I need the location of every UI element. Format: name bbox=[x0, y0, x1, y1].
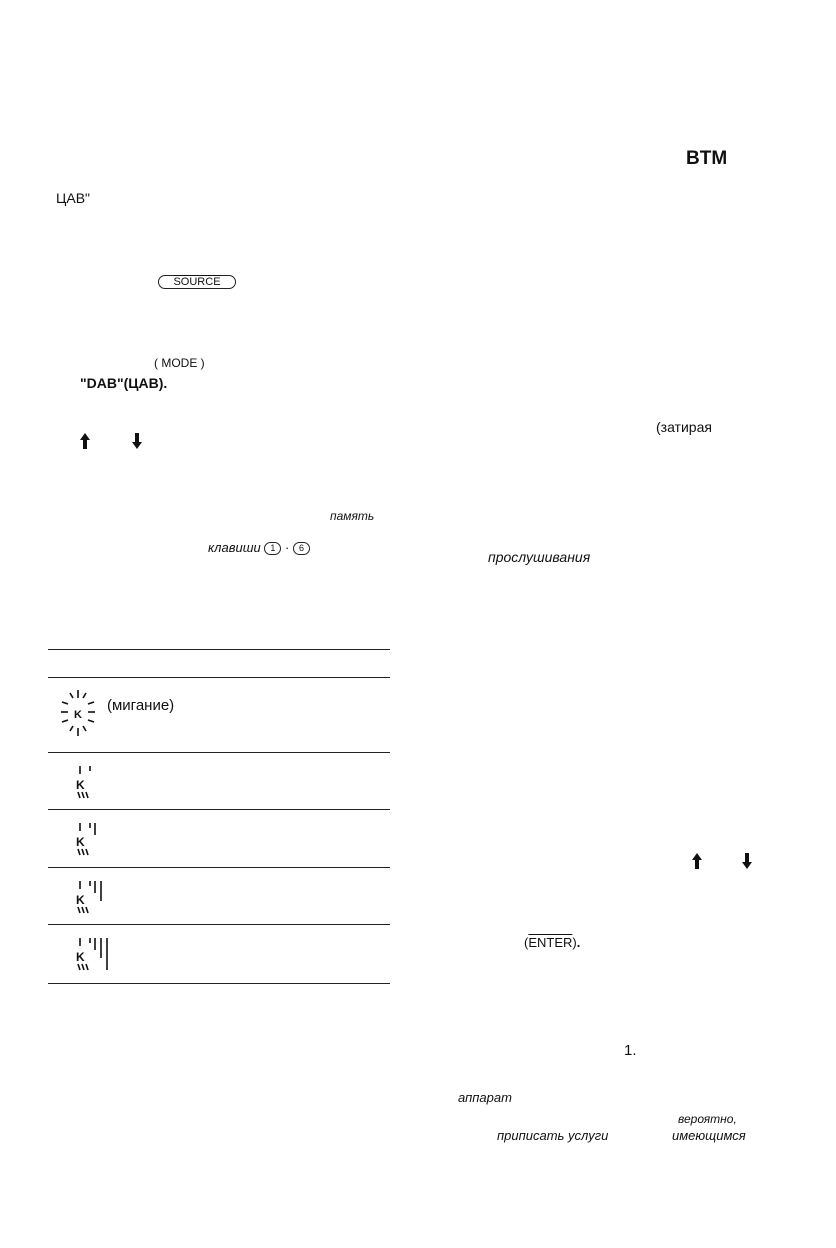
btm-label: BTM bbox=[686, 148, 728, 169]
table-rule bbox=[48, 752, 390, 753]
signal-2-bar-icon bbox=[74, 821, 124, 857]
table-row bbox=[74, 821, 124, 857]
step-number-1: 1. bbox=[624, 1042, 637, 1059]
klavishi-label: клавиши bbox=[208, 540, 261, 555]
zatiraya-text: (затирая bbox=[656, 419, 712, 435]
table-rule bbox=[48, 809, 390, 810]
pamyat-text: память bbox=[330, 509, 375, 523]
table-rule bbox=[48, 924, 390, 925]
veroyatno-text: вероятно, bbox=[678, 1112, 737, 1126]
preset-key-1: 1 bbox=[264, 542, 281, 555]
table-rule-bottom bbox=[48, 983, 390, 984]
tsav-quote-text: ЦАВ" bbox=[56, 190, 91, 206]
dab-label: "DAB"(ЦАВ). bbox=[80, 375, 168, 391]
svg-text:K: K bbox=[76, 893, 85, 907]
svg-text:K: K bbox=[74, 709, 82, 721]
up-arrow-icon bbox=[80, 433, 90, 449]
signal-1-bar-icon bbox=[74, 764, 124, 800]
down-arrow-icon bbox=[132, 433, 142, 449]
enter-suffix: . bbox=[576, 935, 581, 950]
up-arrow-icon bbox=[692, 853, 702, 869]
mode-key-label: MODE bbox=[161, 356, 198, 370]
blinking-label: (мигание) bbox=[107, 697, 175, 714]
table-row bbox=[58, 688, 98, 738]
enter-key: (ENTER). bbox=[524, 935, 581, 950]
table-row bbox=[74, 936, 124, 974]
antenna-blinking-icon bbox=[58, 688, 98, 738]
table-row bbox=[74, 764, 124, 800]
down-arrow-icon bbox=[742, 853, 752, 869]
table-rule-header bbox=[48, 677, 390, 678]
mode-key: ( MODE ) bbox=[154, 356, 205, 370]
signal-3-bar-icon bbox=[74, 879, 124, 915]
preset-key-6: 6 bbox=[293, 542, 310, 555]
table-row bbox=[74, 879, 124, 915]
svg-text:K: K bbox=[76, 835, 85, 849]
signal-4-bar-icon bbox=[74, 936, 124, 974]
source-key-label: SOURCE bbox=[173, 276, 221, 288]
pripisat-text: приписать услуги bbox=[497, 1128, 609, 1143]
svg-text:K: K bbox=[76, 950, 85, 964]
source-key bbox=[158, 275, 236, 289]
table-rule bbox=[48, 867, 390, 868]
proslushivaniya-text: прослушивания bbox=[488, 549, 591, 565]
table-rule-top bbox=[48, 649, 390, 650]
key-range-dash: · bbox=[285, 540, 290, 555]
klavishi-text bbox=[208, 540, 310, 555]
svg-text:K: K bbox=[76, 778, 85, 792]
apparat-text: аппарат bbox=[458, 1090, 512, 1105]
imeyushchimsya-text: имеющимся bbox=[672, 1128, 746, 1143]
enter-key-label: ENTER bbox=[528, 935, 573, 950]
